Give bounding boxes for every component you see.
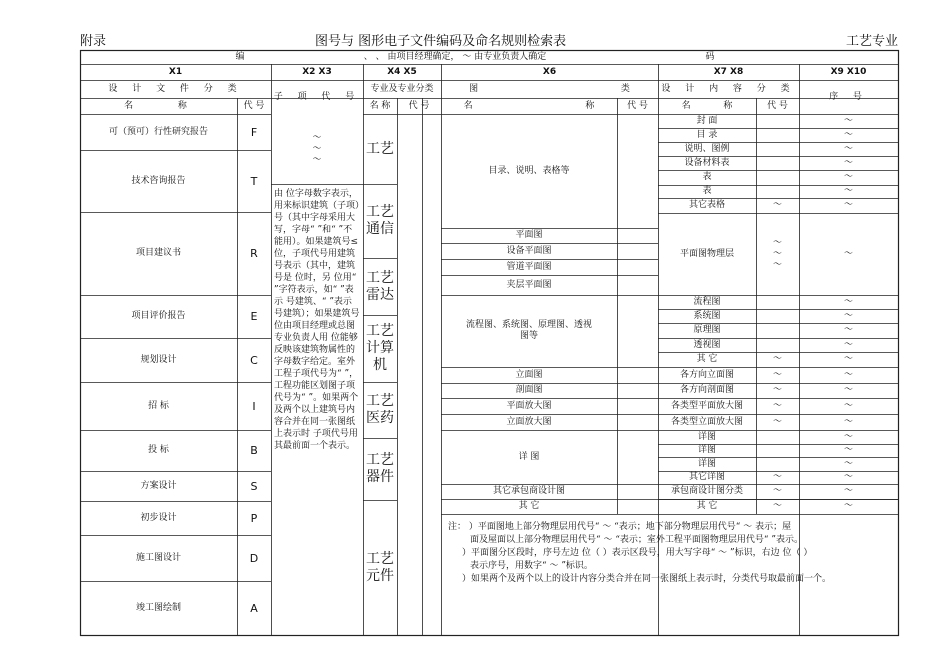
x7-row-name: 其它详图 xyxy=(688,472,725,482)
x9-row-seq: ～ xyxy=(843,472,853,482)
group-x1: X1 xyxy=(168,67,183,77)
note-line: 面及屋面以上部分物理层用代号“ ～ “表示；室外工程平面图物理层用代号“ ”表示。 xyxy=(470,535,803,545)
x1-row-code: I xyxy=(252,399,256,413)
x1-row-name: 方案设计 xyxy=(140,480,177,491)
x1-name-col: 名 称 xyxy=(124,101,193,111)
speciality-name: 工艺计算机 xyxy=(366,323,394,373)
drawing-class-label: 图 类 xyxy=(469,84,630,94)
x8-row-code xyxy=(756,309,799,323)
x9-row-seq: ～ xyxy=(843,486,853,496)
x9-row-seq: ～ xyxy=(843,157,853,168)
x1-row-name: 施工图设计 xyxy=(135,552,181,563)
header-right: 工艺专业 xyxy=(846,34,899,49)
x8-row-code xyxy=(756,156,799,170)
x6-row-name: 设备平面图 xyxy=(506,245,552,256)
x1-row-code: S xyxy=(250,479,258,493)
speciality-name: 工艺 xyxy=(366,140,394,157)
x1-row-code: R xyxy=(250,247,258,260)
x9-row-seq: ～ xyxy=(843,310,853,321)
x9-row-seq: ～ xyxy=(843,431,853,442)
x1-code-col: 代 号 xyxy=(243,101,265,111)
x6-row-name: 立面图 xyxy=(515,369,543,380)
x9-row-seq: ～ xyxy=(843,400,853,411)
x8-row-code: ～ xyxy=(772,472,782,482)
x9-row-seq: ～ xyxy=(843,369,853,380)
x1-row-name: 项目评价报告 xyxy=(131,311,186,321)
x1-row-name: 可（预可）行性研究报告 xyxy=(108,126,208,137)
x6-name-col: 名 称 xyxy=(463,101,595,111)
x7-row-name: 表 xyxy=(702,172,712,182)
x7-row-name: 各方向剖面图 xyxy=(679,385,734,395)
x9-row-seq: ～ xyxy=(843,385,853,395)
x8-row-code xyxy=(756,430,799,444)
x9-row-seq: ～ xyxy=(843,143,853,154)
x4-code-col: 代 号 xyxy=(408,101,430,111)
x6-row-name: 详 图 xyxy=(518,451,540,462)
x7-row-name: 透视图 xyxy=(693,339,721,350)
speciality-name: 工艺器件 xyxy=(366,452,394,485)
x8-row-code: ～ xyxy=(772,200,782,210)
x8-row-code: ～ xyxy=(772,501,782,511)
x1-row-name: 招 标 xyxy=(148,400,169,411)
x8-row-code xyxy=(756,444,799,457)
x7-name-col: 名 称 xyxy=(681,101,733,111)
x1-row-code: F xyxy=(250,125,258,139)
x7-row-name: 流程图 xyxy=(693,296,721,307)
x7-row-name: 各类型平面放大图 xyxy=(670,400,743,411)
page-title: 图号与 图形电子文件编码及命名规则检索表 xyxy=(315,34,567,49)
code-row-mid: 、 、 由项目经理确定， ～ 由专业负责人确定 xyxy=(363,52,547,62)
code-row-right: 码 xyxy=(705,52,715,62)
design-content-class-header: 设 计 内 容 分 类 xyxy=(661,84,796,94)
speciality-class-header: 专业及专业分类 xyxy=(370,84,434,94)
x8-row-code: ～ xyxy=(772,486,782,496)
x8-row-code xyxy=(756,457,799,471)
x9-row-seq: ～ xyxy=(843,416,853,427)
x1-row-code: C xyxy=(250,353,258,367)
x2-top-range: ～ ～ ～ xyxy=(312,133,322,165)
x1-row-code: P xyxy=(250,511,258,525)
x7-row-name: 表 xyxy=(702,186,712,196)
x8-row-code: ～ ～ ～ xyxy=(772,237,782,270)
x9-row-seq: ～ xyxy=(843,248,853,259)
x9-row-seq: ～ xyxy=(843,458,853,469)
x6-row-name: 目录、说明、表格等 xyxy=(488,165,570,176)
x1-row-name: 规划设计 xyxy=(140,354,177,365)
x1-row-name: 投 标 xyxy=(148,445,169,455)
x9-row-seq: ～ xyxy=(843,172,853,182)
x7-row-name: 各类型立面放大图 xyxy=(670,416,743,427)
x1-row-code: A xyxy=(250,601,258,615)
x8-row-code xyxy=(756,170,799,185)
x7-row-name: 平面图物理层 xyxy=(679,248,734,259)
x7-row-name: 承包商设计图分类 xyxy=(670,486,743,496)
x8-row-code: ～ xyxy=(772,400,782,411)
x9-row-seq: ～ xyxy=(843,296,853,307)
x8-row-code xyxy=(756,142,799,156)
x7-row-name: 系统图 xyxy=(693,310,721,321)
speciality-name: 工艺医药 xyxy=(366,393,394,426)
x8-row-code: ～ xyxy=(772,354,782,364)
x7-row-name: 其 它 xyxy=(696,501,718,511)
x8-row-code: ～ xyxy=(772,416,782,427)
speciality-name: 工艺通信 xyxy=(366,204,394,237)
x8-row-code xyxy=(756,295,799,309)
x6-row-name: 其它承包商设计图 xyxy=(492,486,565,496)
x6-row-name: 平面放大图 xyxy=(506,400,552,411)
x9-row-seq: ～ xyxy=(843,501,853,511)
x8-row-code xyxy=(756,114,799,128)
x7-row-name: 各方向立面图 xyxy=(679,369,734,380)
drawing-class-header xyxy=(441,81,658,98)
note-line: 注： ）平面图地上部分物理层用代号“ ～ “表示；地下部分物理层用代号“ ～ 表示；屋 xyxy=(448,522,792,532)
x8-row-code xyxy=(756,338,799,352)
x1-row-code: B xyxy=(250,444,258,457)
x6-code-col: 代 号 xyxy=(627,101,648,111)
x9-row-seq: ～ xyxy=(843,186,853,196)
x8-row-code xyxy=(756,128,799,142)
code-row-left: 编 xyxy=(235,52,245,62)
note-line: ）如果两个及两个以上的设计内容分类合并在同一张图纸上表示时，分类代号取最前面一个。 xyxy=(462,574,832,584)
group-x2-x3: X2 X3 xyxy=(302,67,332,77)
x7-row-name: 详图 xyxy=(697,458,716,469)
notes-block xyxy=(442,515,898,635)
speciality-name: 工艺元件 xyxy=(366,550,394,584)
x8-row-code: ～ xyxy=(772,385,782,395)
header-left: 附录 xyxy=(80,34,107,49)
x6-row-name: 夹层平面图 xyxy=(506,279,552,290)
x6-row-name: 剖面图 xyxy=(515,385,543,395)
seq-no-header: 序 号 xyxy=(829,92,868,102)
x7-row-name: 目 录 xyxy=(696,129,718,140)
note-line: ）平面图分区段时，序号左边 位（ ）表示区段号，用大写字母“ ～ ”标识，右边 位（ ） xyxy=(462,548,813,558)
x9-row-seq: ～ xyxy=(843,129,853,140)
x1-row-code: E xyxy=(250,310,258,323)
group-x7-x8: X7 X8 xyxy=(713,67,744,77)
x2-description: 由 位字母数字表示，用来标识建筑（子项）号（其中字母采用大写，字母“ ”和“ ”不能用）。如果建筑号≤ 位，子项代号用建筑号表示（其中，建筑号是 位时，另 位用“ ”字符表示，如“ ”表示 号建筑、“ ”表示 号建筑）；如果建筑号 位由项目经理或总图专业负责人用 位能够反映该建筑物属性的字母数字给定。室外工程子项代号为“ ”，工程功能区划图子项代号为“ ”。如果两个及两个以上建筑号内容合并在同一张图纸上表示时 子项代号用其最前面一个表示。 xyxy=(274,189,360,451)
x1-row-code: T xyxy=(250,174,258,188)
x1-row-name: 竣工图绘制 xyxy=(135,602,181,613)
x7-row-name: 原理图 xyxy=(693,325,721,335)
x6-row-name: 其 它 xyxy=(518,501,540,511)
group-x6: X6 xyxy=(542,67,557,77)
x1-row-name: 技术咨询报告 xyxy=(131,175,186,186)
x7-row-name: 封 面 xyxy=(696,115,718,126)
x7-code-col: 代 号 xyxy=(767,101,788,111)
x1-row-name: 项目建议书 xyxy=(135,248,181,258)
x8-row-code xyxy=(756,323,799,338)
x8-row-code: ～ xyxy=(772,369,782,380)
x7-row-name: 详图 xyxy=(697,431,716,442)
x7-row-name: 设备材料表 xyxy=(684,157,730,168)
x6-row-name: 立面放大图 xyxy=(506,416,552,427)
speciality-name: 工艺雷达 xyxy=(366,269,394,303)
x7-row-name: 其 它 xyxy=(696,354,718,364)
subitem-code-header: 子 项 代 号 xyxy=(273,92,361,102)
x9-row-seq: ～ xyxy=(843,445,853,455)
x6-row-name: 流程图、系统图、原理图、透视图等 xyxy=(465,320,592,341)
x9-row-seq: ～ xyxy=(843,339,853,350)
x1-row-code: D xyxy=(249,551,259,565)
note-line: 表示序号，用数字“ ～ ”标识。 xyxy=(470,561,593,571)
x6-row-name: 管道平面图 xyxy=(506,261,552,272)
x8-row-code xyxy=(756,185,799,198)
x9-row-seq: ～ xyxy=(843,200,853,210)
x9-row-seq: ～ xyxy=(843,354,853,364)
x7-row-name: 其它表格 xyxy=(688,200,725,210)
x9-row-seq: ～ xyxy=(843,115,853,126)
x4-name-col: 名 称 xyxy=(369,101,391,111)
x6-row-name: 平面图 xyxy=(515,230,543,240)
x7-row-name: 详图 xyxy=(697,445,716,455)
x7-row-name: 说明、图例 xyxy=(684,143,730,154)
group-x4-x5: X4 X5 xyxy=(387,67,417,77)
x1-row-name: 初步设计 xyxy=(140,512,177,523)
design-doc-class-header: 设 计 文 件 分 类 xyxy=(108,84,243,94)
group-x9-x10: X9 X10 xyxy=(830,67,867,77)
x9-row-seq: ～ xyxy=(843,325,853,335)
